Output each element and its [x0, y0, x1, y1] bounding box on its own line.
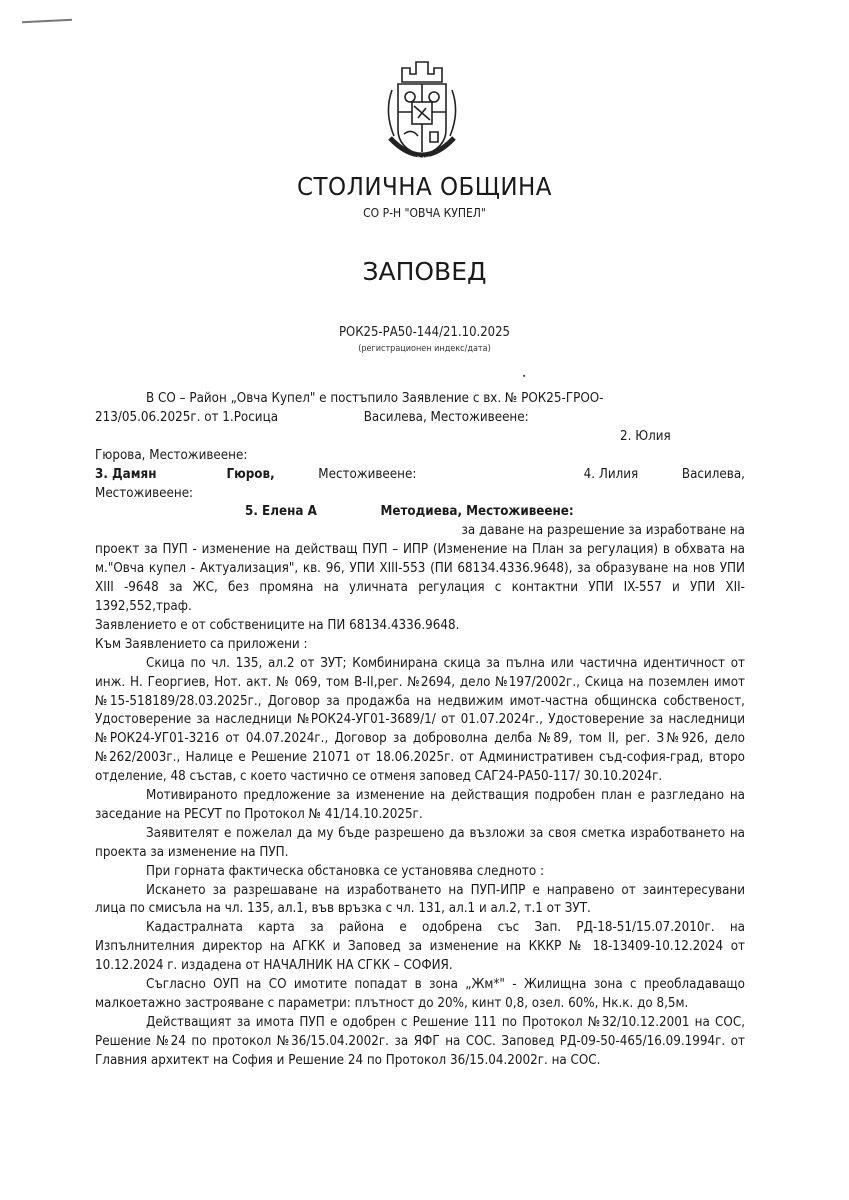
applicant-line-5 [95, 485, 745, 504]
paragraph-owners: Заявлението е от собствениците на ПИ 68134.4336.9648. [95, 617, 460, 633]
request-purpose: за даване на разрешение за изработване на [461, 523, 745, 539]
request-purpose-line [95, 522, 745, 541]
crest-motto: РАСТИ, НО НЕ СТАРЕЙ [387, 156, 457, 163]
organization-name: СТОЛИЧНА ОБЩИНА [296, 172, 552, 201]
paragraph-cadastral-map: Кадастралната карта за района е одобрена със Зап. РД-18-51/15.07.2010г. на Изпълнителния директор на АГКК и Заповед за изменение на КККР № 18-13409-10.12.2024 от 10.12.2024 г. издадена от НАЧАЛНИК НА СГКК – СОФИЯ. [95, 920, 745, 974]
applicant-1: 213/05.06.2025г. от 1.Росица [95, 409, 279, 425]
applicant-2-residence: Гюрова, Местоживеене: [95, 447, 248, 463]
paragraph-findings-heading: При горната фактическа обстановка се установява следното : [146, 863, 544, 879]
paragraph-application: В СО – Район „Овча Купел" е постъпило Заявление с вх. № РОК25-ГРОО- [146, 391, 604, 406]
applicant-2: 2. Юлия [620, 428, 671, 444]
paragraph-zoning: Съгласно ОУП на СО имотите попадат в зона „Жм*" - Жилищна зона с преобладаващо малкоетажно застрояване с параметри: плътност до 20%, кинт 0,8, озел. 60%, Нк.к. до 8,5м. [95, 977, 745, 1011]
scan-dot: • [522, 372, 527, 381]
applicant-5: 5. Елена А [245, 504, 317, 520]
applicant-3-residence: Местоживеене: [318, 466, 417, 482]
applicant-line-3 [95, 447, 745, 466]
applicant-line-2 [95, 428, 745, 447]
paragraph-resut: Мотивираното предложение за изменение на действащия подробен план е разгледано на заседание на РЕСУТ по Протокол № 41/14.10.2025г. [95, 788, 745, 822]
paragraph-applicant-request: Заявителят е пожелал да му бъде разрешено да възложи за своя сметка изработването на проекта за изменение на ПУП. [95, 825, 745, 860]
district-name: СО Р-Н "ОВЧА КУПЕЛ" [363, 206, 486, 220]
sofia-coat-of-arms-icon [372, 52, 472, 170]
paragraph-interested-parties: Искането за разрешаване на изработването на ПУП-ИПР е направено от заинтересувани лица по смисъла на чл. 135, ал.1, във връзка с чл. 131, ал.1 и ал.2, т.1 от ЗУТ. [95, 882, 745, 917]
document-title: ЗАПОВЕД [362, 257, 487, 286]
applicant-4-surname: Василева, [681, 466, 745, 482]
applicant-line-6 [95, 503, 745, 522]
redacted-text [460, 466, 540, 485]
applicant-3: 3. Дамян Гюров, [95, 466, 275, 482]
registration-caption: (регистрационен индекс/дата) [358, 344, 491, 354]
applicant-line-4 [95, 466, 745, 485]
scan-artifact [22, 19, 72, 24]
applicant-4-residence: Местоживеене: [95, 485, 194, 501]
document-body [95, 390, 745, 1071]
paragraph-attachments-heading: Към Заявлението са приложени : [95, 636, 308, 652]
applicant-5-residence: Методиева, Местоживеене: [380, 504, 574, 520]
paragraph-project-scope: проект за ПУП - изменение на действащ ПУП – ИПР (Изменение на План за регулация) в обхвата на м."Овча купел - Актуализация", кв. 96, УПИ XIII-553 (ПИ 68134.4336.9648), за образуване на нов УПИ XIII -9648 за ЖС, без промяна на уличната регулация с контактни УПИ IX-557 и УПИ XII-1392,552,траф. [95, 542, 745, 614]
registration-number: РОК25-РА50-144/21.10.2025 [338, 325, 510, 340]
applicant-4: 4. Лилия [583, 466, 639, 482]
paragraph-current-plan: Действащият за имота ПУП е одобрен с Решение 111 по Протокол №32/10.12.2001 на СОС, Решение №24 по протокол №36/15.04.2002г. за ЯФГ на СОС. Заповед РД-09-50-465/16.09.1994г. от Главния архитект на София и Решение 24 по Протокол 36/15.04.2002г. на СОС. [95, 1014, 745, 1068]
paragraph-attachments: Скица по чл. 135, ал.2 от ЗУТ; Комбинирана скица за пълна или частична идентичност от инж. Н. Георгиев, Нот. акт. № 069, том В-II,рег. №2694, дело №197/2002г., Скица на поземлен имот №15-518189/28.03.2025г., Договор за продажба на недвижим имот-частна общинска собственост, Удостоверение за наследници №РОК24-УГ01-3689/1/ от 01.07.2024г., Удостоверение за наследници №РОК24-УГ01-3216 от 04.07.2024г., Договор за доброволна делба №89, том II, рег. З№926, дело №262/2003г., Налице е Решение 21071 от 18.06.2025г. от Административен съд-софия-град, второ отделение, 48 състав, с което частично се отменя заповед САГ24-РА50-117/ 30.10.2024г. [95, 655, 745, 785]
applicant-1-residence: Василева, Местоживеене: [363, 409, 529, 425]
applicant-line-1 [95, 409, 745, 428]
